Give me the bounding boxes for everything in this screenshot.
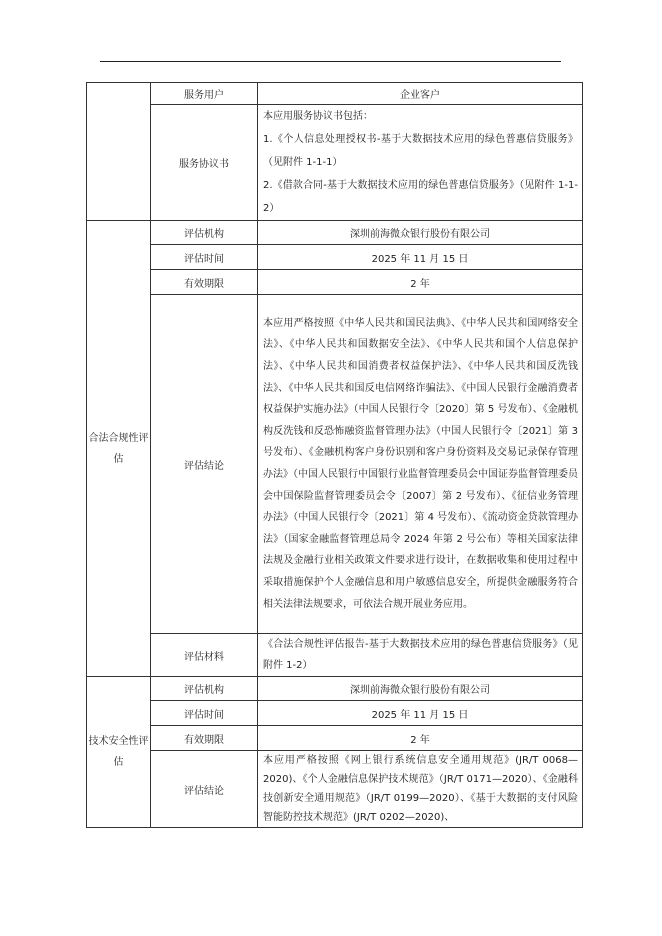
row-label: 服务用户 [151,83,258,105]
row-label: 服务协议书 [151,105,258,221]
table-row [87,83,583,105]
row-value: 2025 年 11 月 15 日 [258,245,583,270]
service-agreement-text [258,105,583,221]
table-row [87,751,583,828]
row-value: 2 年 [258,270,583,295]
text-line: 本应用服务协议书包括： [263,111,373,122]
table-row [87,634,583,677]
table-row [87,726,583,751]
table-row [87,295,583,634]
assessment-conclusion-text [258,295,583,634]
header-rule [100,61,561,62]
row-value: 深圳前海微众银行股份有限公司 [258,677,583,701]
row-value: 2 年 [258,726,583,751]
text-line: 1.《个人信息处理授权书-基于大数据技术应用的绿色普惠信贷服务》（见附件 1-1-1） [263,134,578,168]
table-row [87,677,583,701]
text-block: 本应用严格按照《网上银行系统信息安全通用规范》(JR/T 0068—2020)、《个人金融信息保护技术规范》（JR/T 0171—2020）、《金融科技创新安全通用规范》（JR/T 0199—2020）、《基于大数据的支付风险智能防控技术规范》(JR/T 0202—2020)、 [263,755,578,823]
row-label: 评估机构 [151,677,258,701]
category-cell: 合法合规性评估 [87,221,151,677]
table-row [87,245,583,270]
assessment-material-text [258,634,583,677]
table-row [87,701,583,726]
row-label: 有效期限 [151,726,258,751]
table-row [87,270,583,295]
assessment-table [86,82,583,828]
text-line: 2.《借款合同-基于大数据技术应用的绿色普惠信贷服务》（见附件 1-1-2） [263,180,578,214]
row-label: 评估时间 [151,701,258,726]
row-label: 评估机构 [151,221,258,245]
table-row [87,105,583,221]
table-row [87,221,583,245]
row-label: 评估结论 [151,295,258,634]
row-value: 企业客户 [258,83,583,105]
row-label: 评估时间 [151,245,258,270]
assessment-conclusion-text [258,751,583,828]
category-cell: 技术安全性评估 [87,677,151,828]
text-block: 本应用严格按照《中华人民共和国民法典》、《中华人民共和国网络安全法》、《中华人民共和国数据安全法》、《中华人民共和国个人信息保护法》、《中华人民共和国消费者权益保护法》、《中华人民共和国反洗钱法》、《中华人民共和国反电信网络诈骗法》、《中国人民银行金融消费者权益保护实施办法》（中国人民银行令〔2020〕第 5 号发布）、《金融机构反洗钱和反恐怖融资监督管理办法》（中国人民银行令〔2021〕第 3 号发布）、《金融机构客户身份识别和客户身份资料及交易记录保存管理办法》（中国人民银行中国银行业监督管理委员会中国证券监督管理委员会中国保险监督管理委员会令〔2007〕第 2 号发布）、《征信业务管理办法》（中国人民银行令〔2021〕第 4 号发布）、《流动资金贷款管理办法》（国家金融监督管理总局令 2024 年第 2 号公布）等相关国家法律法规及金融行业相关政策文件要求进行设计，在数据收集和使用过程中采取措施保护个人金融信息和用户敏感信息安全，所提供金融服务符合相关法律法规要求，可依法合规开展业务应用。 [263,317,578,610]
row-label: 评估结论 [151,751,258,828]
text-block: 《合法合规性评估报告-基于大数据技术应用的绿色普惠信贷服务》（见附件 1-2） [263,639,578,671]
row-label: 有效期限 [151,270,258,295]
category-cell [87,83,151,221]
row-value: 2025 年 11 月 15 日 [258,701,583,726]
row-value: 深圳前海微众银行股份有限公司 [258,221,583,245]
row-label: 评估材料 [151,634,258,677]
